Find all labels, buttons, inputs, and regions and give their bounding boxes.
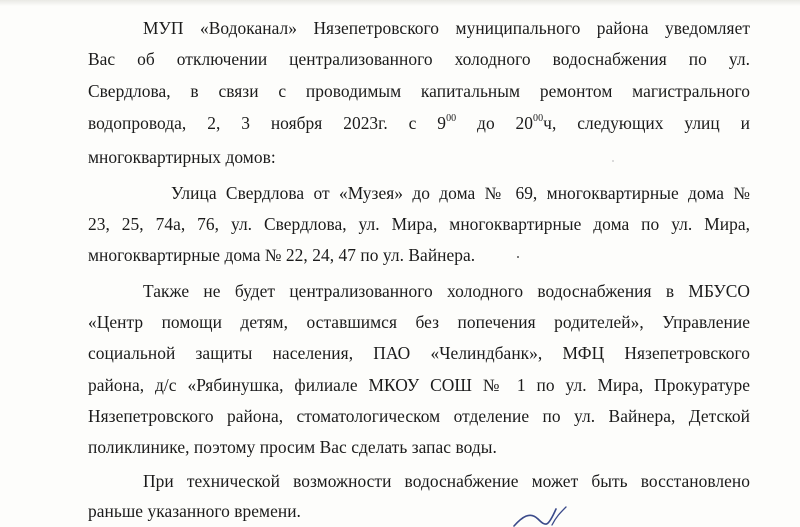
paragraph-3-line-3: социальной защиты населения, ПАО «Челиндбанк», МФЦ Нязепетровского	[88, 343, 750, 363]
paragraph-4-line-1: При технической возможности водоснабжение может быть восстановлено	[143, 471, 750, 491]
paragraph-2-line-3: многоквартирные дома № 22, 24, 47 по ул. Вайнера.	[88, 245, 476, 265]
paragraph-4-line-2: раньше указанного времени.	[88, 501, 301, 521]
until-text: до 20	[456, 113, 534, 133]
paragraph-3-line-6: поликлинике, поэтому просим Вас сделать запас воды.	[88, 437, 497, 457]
scan-speck	[517, 256, 519, 258]
paragraph-1-line-2: Вас об отключении централизованного холодного водоснабжения по ул.	[88, 49, 750, 69]
start-time-superscript: 00	[446, 113, 457, 124]
paragraph-2-line-1: Улица Свердлова от «Музея» до дома № 69, многоквартирные дома №	[171, 183, 750, 203]
paragraph-3-line-4: района, д/с «Рябинушка, филиале МКОУ СОШ № 1 по ул. Мира, Прокуратуре	[88, 375, 750, 395]
paragraph-1-line-5: многоквартирных домов:	[88, 147, 276, 167]
paragraph-3-line-5: Нязепетровского района, стоматологическом отделение по ул. Вайнера, Детской	[88, 406, 750, 426]
paragraph-2-line-2: 23, 25, 74а, 76, ул. Свердлова, ул. Мира, многоквартирные дома по ул. Мира,	[88, 214, 750, 234]
date-text: водопровода, 2, 3 ноября 2023г. с 9	[88, 113, 447, 133]
scan-speck	[612, 160, 614, 162]
signature-mark	[508, 505, 578, 527]
paragraph-1-line-3: Свердлова, в связи с проводимым капитальным ремонтом магистрального	[88, 81, 750, 101]
end-time-superscript: 00	[533, 113, 544, 124]
paragraph-3-line-1: Также не будет централизованного холодного водоснабжения в МБУСО	[143, 281, 750, 301]
paragraph-1-line-4	[88, 112, 750, 134]
paragraph-1-line-1: МУП «Водоканал» Нязепетровского муниципального района уведомляет	[143, 18, 750, 38]
following-text: ч, следующих улиц и	[543, 113, 750, 133]
scan-edge-shadow	[0, 0, 800, 6]
paragraph-3-line-2: «Центр помощи детям, оставшимся без попечения родителей», Управление	[88, 312, 750, 332]
